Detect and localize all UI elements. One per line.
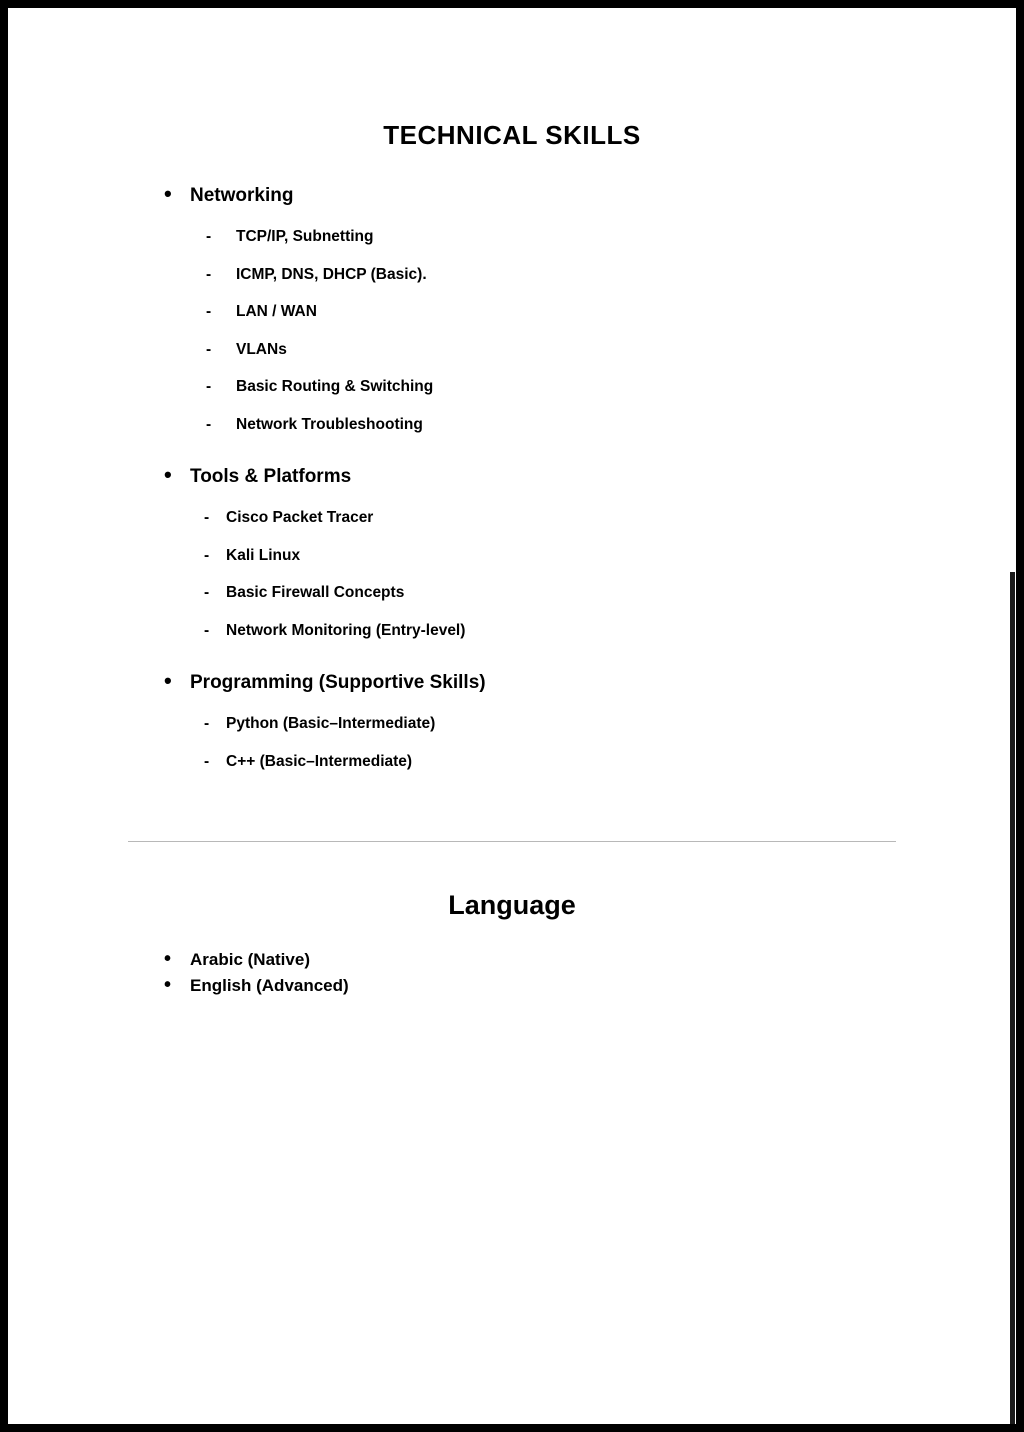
list-item: - Python (Basic–Intermediate) xyxy=(158,716,896,732)
skill-group-heading: • Tools & Platforms xyxy=(158,466,896,488)
list-item: - LAN / WAN xyxy=(158,304,896,320)
vertical-scrollbar-thumb[interactable] xyxy=(1010,572,1015,1424)
list-item: - VLANs xyxy=(158,342,896,358)
list-item: - C++ (Basic–Intermediate) xyxy=(158,754,896,770)
skill-group-heading: • Programming (Supportive Skills) xyxy=(158,672,896,694)
list-item: - Cisco Packet Tracer xyxy=(158,510,896,526)
resume-page xyxy=(8,8,1016,1424)
list-item: - Network Monitoring (Entry-level) xyxy=(158,623,896,639)
language-list xyxy=(8,947,1016,999)
list-item: - Network Troubleshooting xyxy=(158,417,896,433)
skill-item-list xyxy=(158,229,896,432)
list-item: - Basic Firewall Concepts xyxy=(158,585,896,601)
skill-group xyxy=(158,672,896,769)
list-item: - Basic Routing & Switching xyxy=(158,379,896,395)
skill-group-heading: • Networking xyxy=(158,185,896,207)
list-item: • Arabic (Native) xyxy=(158,947,1016,973)
skill-group xyxy=(158,185,896,432)
list-item: - TCP/IP, Subnetting xyxy=(158,229,896,245)
list-item: - ICMP, DNS, DHCP (Basic). xyxy=(158,267,896,283)
skill-group-list xyxy=(158,185,896,769)
list-item: - Kali Linux xyxy=(158,548,896,564)
page-title: TECHNICAL SKILLS xyxy=(383,120,641,150)
skill-item-list xyxy=(158,510,896,638)
vertical-scrollbar-track[interactable] xyxy=(1009,288,1016,1423)
skill-item-list xyxy=(158,716,896,769)
language-section-title: Language xyxy=(448,890,576,920)
document-page-wrapper xyxy=(8,8,1016,1424)
list-item: • English (Advanced) xyxy=(158,973,1016,999)
skill-group xyxy=(158,466,896,638)
technical-skills-section xyxy=(8,185,1016,769)
